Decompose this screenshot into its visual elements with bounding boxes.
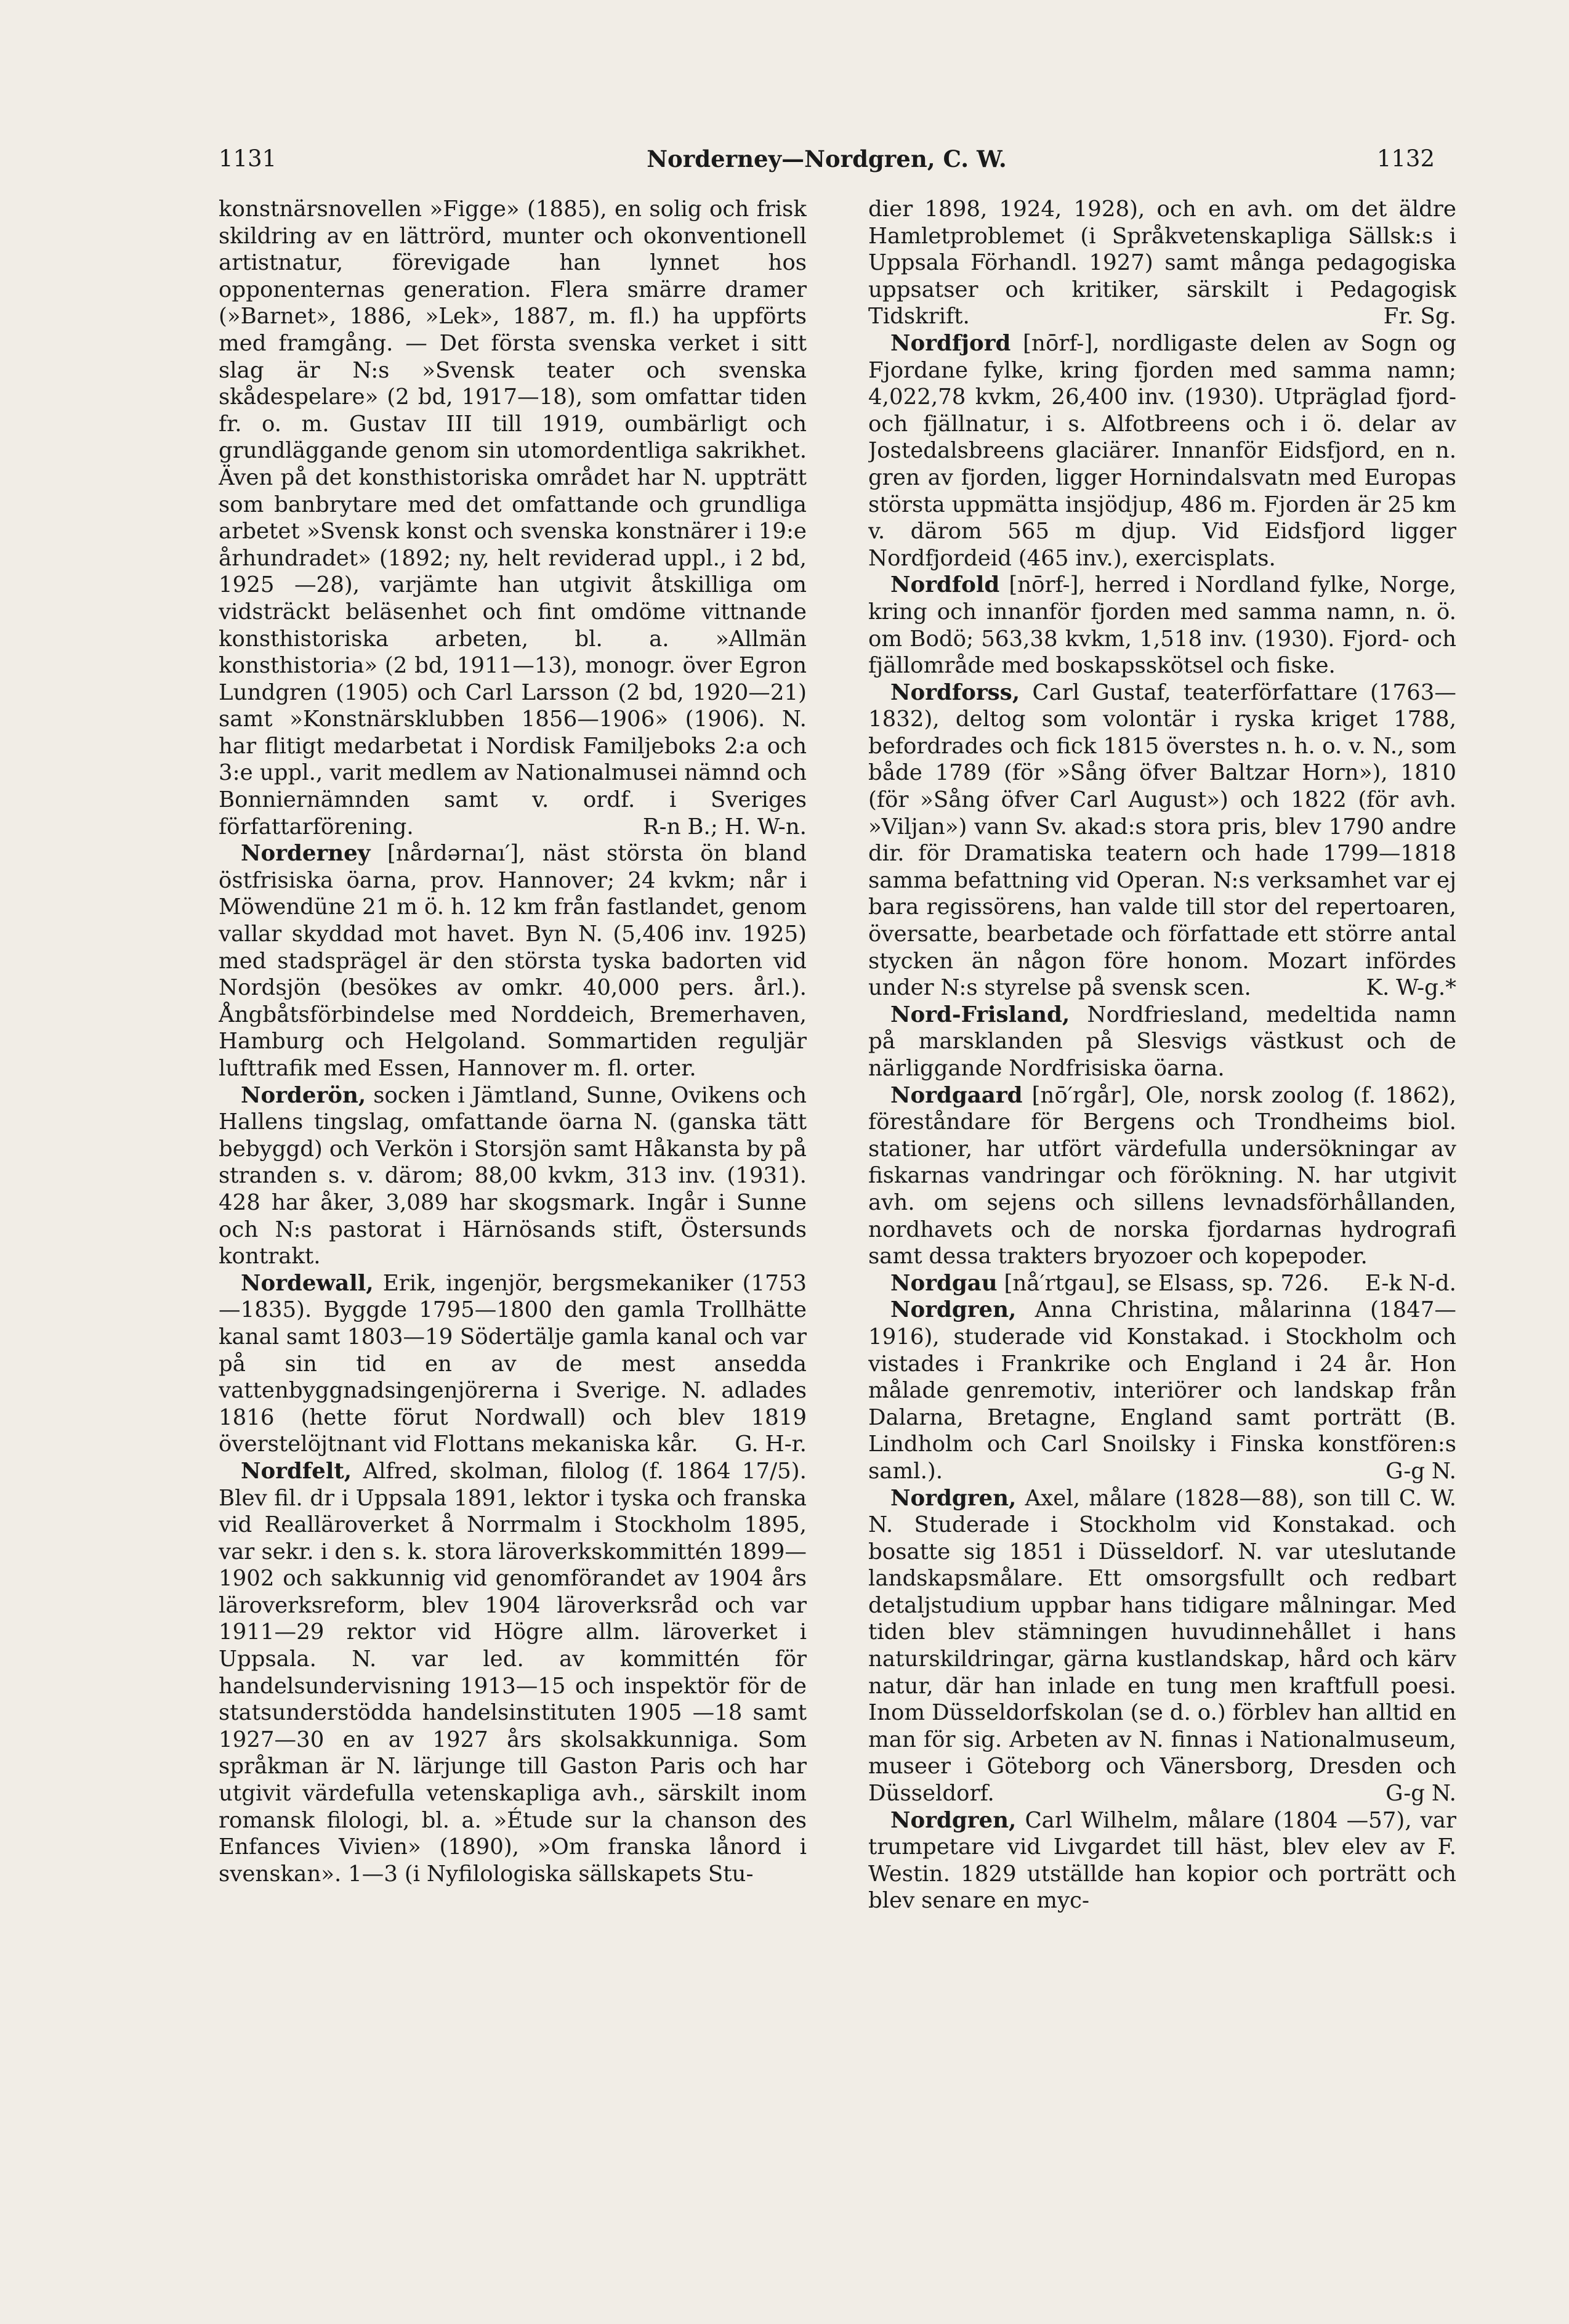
entry-text: [nōrf-], herred i Nordland fylke, Norge, kring och innanför fjorden med samma namn, n. ö. om Bodö; 563,38 kvkm, 1,518 inv. (1930). Fjord- och fjällområde med boskapsskötsel och fiske. <box>868 572 1456 679</box>
right-column <box>868 196 1456 2302</box>
entry-text: Erik, ingenjör, bergsmekaniker (1753—1835). Byggde 1795—1800 den gamla Trollhätte kanal samt 1803—19 Södertälje gamla kanal och var på sin tid en av de mest ansedda vattenbyggnadsingenjörerna i Sverige. N. adlades 1816 (hette förut Nordwall) och blev 1819 överstelöjtnant vid Flottans mekaniska kår. <box>219 1270 807 1457</box>
entry-signature: K. W-g.* <box>1366 975 1456 1001</box>
entry-text: [nårdərnaı′], näst största ön bland östfrisiska öarna, prov. Hannover; 24 kvkm; når i Möwendüne 21 m ö. h. 12 km från fastlandet, genom vallar skyddad mot havet. Byn N. (5,406 inv. 1925) med stadsprägel är den största tyska badorten vid Nordsjön (besökes av omkr. 40,000 pers. årl.). Ångbåtsförbindelse med Norddeich, Bremerhaven, Hamburg och Helgoland. Sommartiden reguljär lufttrafik med Essen, Hannover m. fl. orter. <box>219 841 807 1081</box>
entry <box>868 572 1456 679</box>
entry-text: [nōrf-], nordligaste delen av Sogn og Fjordane fylke, kring fjorden med samma namn; 4,022,78 kvkm, 26,400 inv. (1930). Utpräglad fjord- och fjällnatur, i s. Alfotbreens och i ö. delar av Jostedalsbreens glaciärer. Innanför Eidsfjord, en n. gren av fjorden, ligger Hornindalsvatn med Europas största uppmätta insjödjup, 486 m. Fjorden är 25 km v. därom 565 m djup. Vid Eidsfjord ligger Nordfjordeid (465 inv.), exercisplats. <box>868 330 1456 571</box>
entry-headword: Nordgren, <box>890 1807 1017 1833</box>
page-number-right: 1132 <box>1376 145 1435 172</box>
entry-headword: Nordforss, <box>890 679 1020 705</box>
entry <box>868 196 1456 330</box>
entry-headword: Nordfelt, <box>241 1458 352 1484</box>
entry-text: dier 1898, 1924, 1928), och en avh. om det äldre Hamletproblemet (i Språkvetenskapliga Sällsk:s i Uppsala Förhandl. 1927) samt många pedagogiska uppsatser och kritiker, särskilt i Pedagogisk Tidskrift. <box>868 196 1456 330</box>
entry <box>868 330 1456 572</box>
entry-text: [nō′rgår], Ole, norsk zoolog (f. 1862), föreståndare för Bergens och Trondheims biol. stationer, har utfört värdefulla undersökningar av fiskarnas vandringar och förökning. N. har utgivit avh. om sejens och sillens levnadsförhållanden, nordhavets och de norska fjordarnas hydrografi samt dessa trakters bryozoer och kopepoder. <box>868 1082 1456 1269</box>
entry-text: Alfred, skolman, filolog (f. 1864 17/5). Blev fil. dr i Uppsala 1891, lektor i tyska och franska vid Realläroverket å Norrmalm i Stockholm 1895, var sekr. i den s. k. stora läroverkskommittén 1899—1902 och sakkunnig vid genomförandet av 1904 års läroverksreform, blev 1904 läroverksråd och var 1911—29 rektor vid Högre allm. läroverket i Uppsala. N. var led. av kommittén för handelsundervisning 1913—15 och inspektör för de statsunderstödda handelsinstituten 1905 —18 samt 1927—30 en av 1927 års skolsakkunniga. Som språkman är N. lärjunge till Gaston Paris och har utgivit värdefulla vetenskapliga avh., särskilt inom romansk filologi, bl. a. »Étude sur la chanson des Enfances Vivien» (1890), »Om franska lånord i svenskan». 1—3 (i Nyfilologiska sällskapets Stu- <box>219 1458 807 1887</box>
entry <box>868 679 1456 1002</box>
entry-headword: Nordfold <box>890 572 1000 598</box>
entry-text: Carl Wilhelm, målare (1804 —57), var trumpetare vid Livgardet till häst, blev elev av F. Westin. 1829 utställde han kopior och porträtt och blev senare en myc- <box>868 1807 1456 1914</box>
running-title: Norderney—Nordgren, C. W. <box>647 145 1007 172</box>
entry-headword: Nordgau <box>890 1270 998 1296</box>
entry-signature: Fr. Sg. <box>1383 304 1456 330</box>
page-number-left: 1131 <box>219 145 277 172</box>
entry <box>219 1458 807 1888</box>
entry <box>219 840 807 1082</box>
entry <box>868 1807 1456 1914</box>
entry-headword: Nordewall, <box>241 1270 374 1296</box>
entry-headword: Nordgaard <box>890 1082 1023 1108</box>
entry-headword: Nordfjord <box>890 330 1011 356</box>
entry-text: Anna Christina, målarinna (1847—1916), studerade vid Konstakad. i Stockholm och vistades i Frankrike och England i 24 år. Hon målade genremotiv, interiörer och landskap från Dalarna, Bretagne, England samt porträtt (B. Lindholm och Carl Snoilsky i Finska konstfören:s saml.). <box>868 1297 1456 1484</box>
entry-text: konstnärsnovellen »Figge» (1885), en solig och frisk skildring av en lättrörd, munter och okonventionell artistnatur, förevigade han lynnet hos opponenternas generation. Flera smärre dramer (»Barnet», 1886, »Lek», 1887, m. fl.) ha uppförts med framgång. — Det första svenska verket i sitt slag är N:s »Svensk teater och svenska skådespelare» (2 bd, 1917—18), som omfattar tiden fr. o. m. Gustav III till 1919, oumbärligt och grundläggande genom sin utomordentliga sakrikhet. Även på det konsthistoriska området har N. uppträtt som banbrytare med det omfattande och grundliga arbetet »Svensk konst och svenska konstnärer i 19:e århundradet» (1892; ny, helt reviderad uppl., i 2 bd, 1925 —28), varjämte han utgivit åtskilliga om vidsträckt beläsenhet och fint omdöme vittnande konsthistoriska arbeten, bl. a. »Allmän konsthistoria» (2 bd, 1911—13), monogr. över Egron Lundgren (1905) och Carl Larsson (2 bd, 1920—21) samt »Konstnärsklubben 1856—1906» (1906). N. har flitigt medarbetat i Nordisk Familjeboks 2:a och 3:e uppl., varit medlem av Nationalmusei nämnd och Bonniernämnden samt v. ordf. i Sveriges författarförening. <box>219 196 807 840</box>
entry-headword: Nordgren, <box>890 1485 1017 1511</box>
entry-headword: Nord-Frisland, <box>890 1002 1070 1027</box>
entry <box>219 196 807 840</box>
entry <box>219 1082 807 1270</box>
entry-text: socken i Jämtland, Sunne, Ovikens och Hallens tingslag, omfattande öarna N. (ganska tätt bebyggd) och Verkön i Storsjön samt Håkansta by på stranden s. v. därom; 88,00 kvkm, 313 inv. (1931). 428 har åker, 3,089 har skogsmark. Ingår i Sunne och N:s pastorat i Härnösands stift, Östersunds kontrakt. <box>219 1082 807 1269</box>
entry <box>219 1270 807 1458</box>
entry-text: Carl Gustaf, teaterförfattare (1763—1832), deltog som volontär i ryska kriget 1788, befordrades och fick 1815 överstes n. h. o. v. N., som både 1789 (för »Sång öfver Baltzar Horn»), 1810 (för »Sång öfver Carl August») och 1822 (för avh. »Viljan») vann Sv. akad:s stora pris, blev 1790 andre dir. för Dramatiska teatern och hade 1799—1818 samma befattning vid Operan. N:s verksamhet var ej bara regissörens, han valde till stor del repertoaren, översatte, bearbetade och författade ett större antal stycken än någon före honom. Mozart infördes under N:s styrelse på svensk scen. <box>868 679 1456 1001</box>
entry-text: Nordfriesland, medeltida namn på marsklanden på Slesvigs västkust och de närliggande Nordfrisiska öarna. <box>868 1002 1456 1081</box>
entry-signature: G-g N. <box>1385 1458 1456 1484</box>
left-column <box>219 196 807 2302</box>
entry-text: Axel, målare (1828—88), son till C. W. N. Studerade i Stockholm vid Konstakad. och bosatte sig 1851 i Düsseldorf. N. var uteslutande landskapsmålare. Ett omsorgsfullt och redbart detaljstudium uppbar hans tidigare målningar. Med tiden blev stämningen huvudinnehållet i hans naturskildringar, gärna kustlandskap, hård och kärv natur, där han inlade en tung men kraftfull poesi. Inom Düsseldorfskolan (se d. o.) förblev han alltid en man för sig. Arbeten av N. finnas i Nationalmuseum, museer i Göteborg och Vänersborg, Dresden och Düsseldorf. <box>868 1485 1456 1807</box>
entry-signature: G-g N. <box>1385 1781 1456 1807</box>
entry-signature: R-n B.; H. W-n. <box>642 814 807 840</box>
entry-signature: E-k N-d. <box>1365 1270 1456 1296</box>
page-header <box>219 145 1435 182</box>
entry-signature: G. H-r. <box>735 1431 807 1457</box>
entry <box>868 1002 1456 1082</box>
entry <box>868 1485 1456 1807</box>
entry <box>868 1297 1456 1484</box>
entry-text: [nå′rtgau], se Elsass, sp. 726. <box>997 1270 1329 1296</box>
entry-headword: Nordgren, <box>890 1297 1017 1323</box>
entry-headword: Norderön, <box>241 1082 366 1108</box>
entry-headword: Norderney <box>241 841 371 867</box>
